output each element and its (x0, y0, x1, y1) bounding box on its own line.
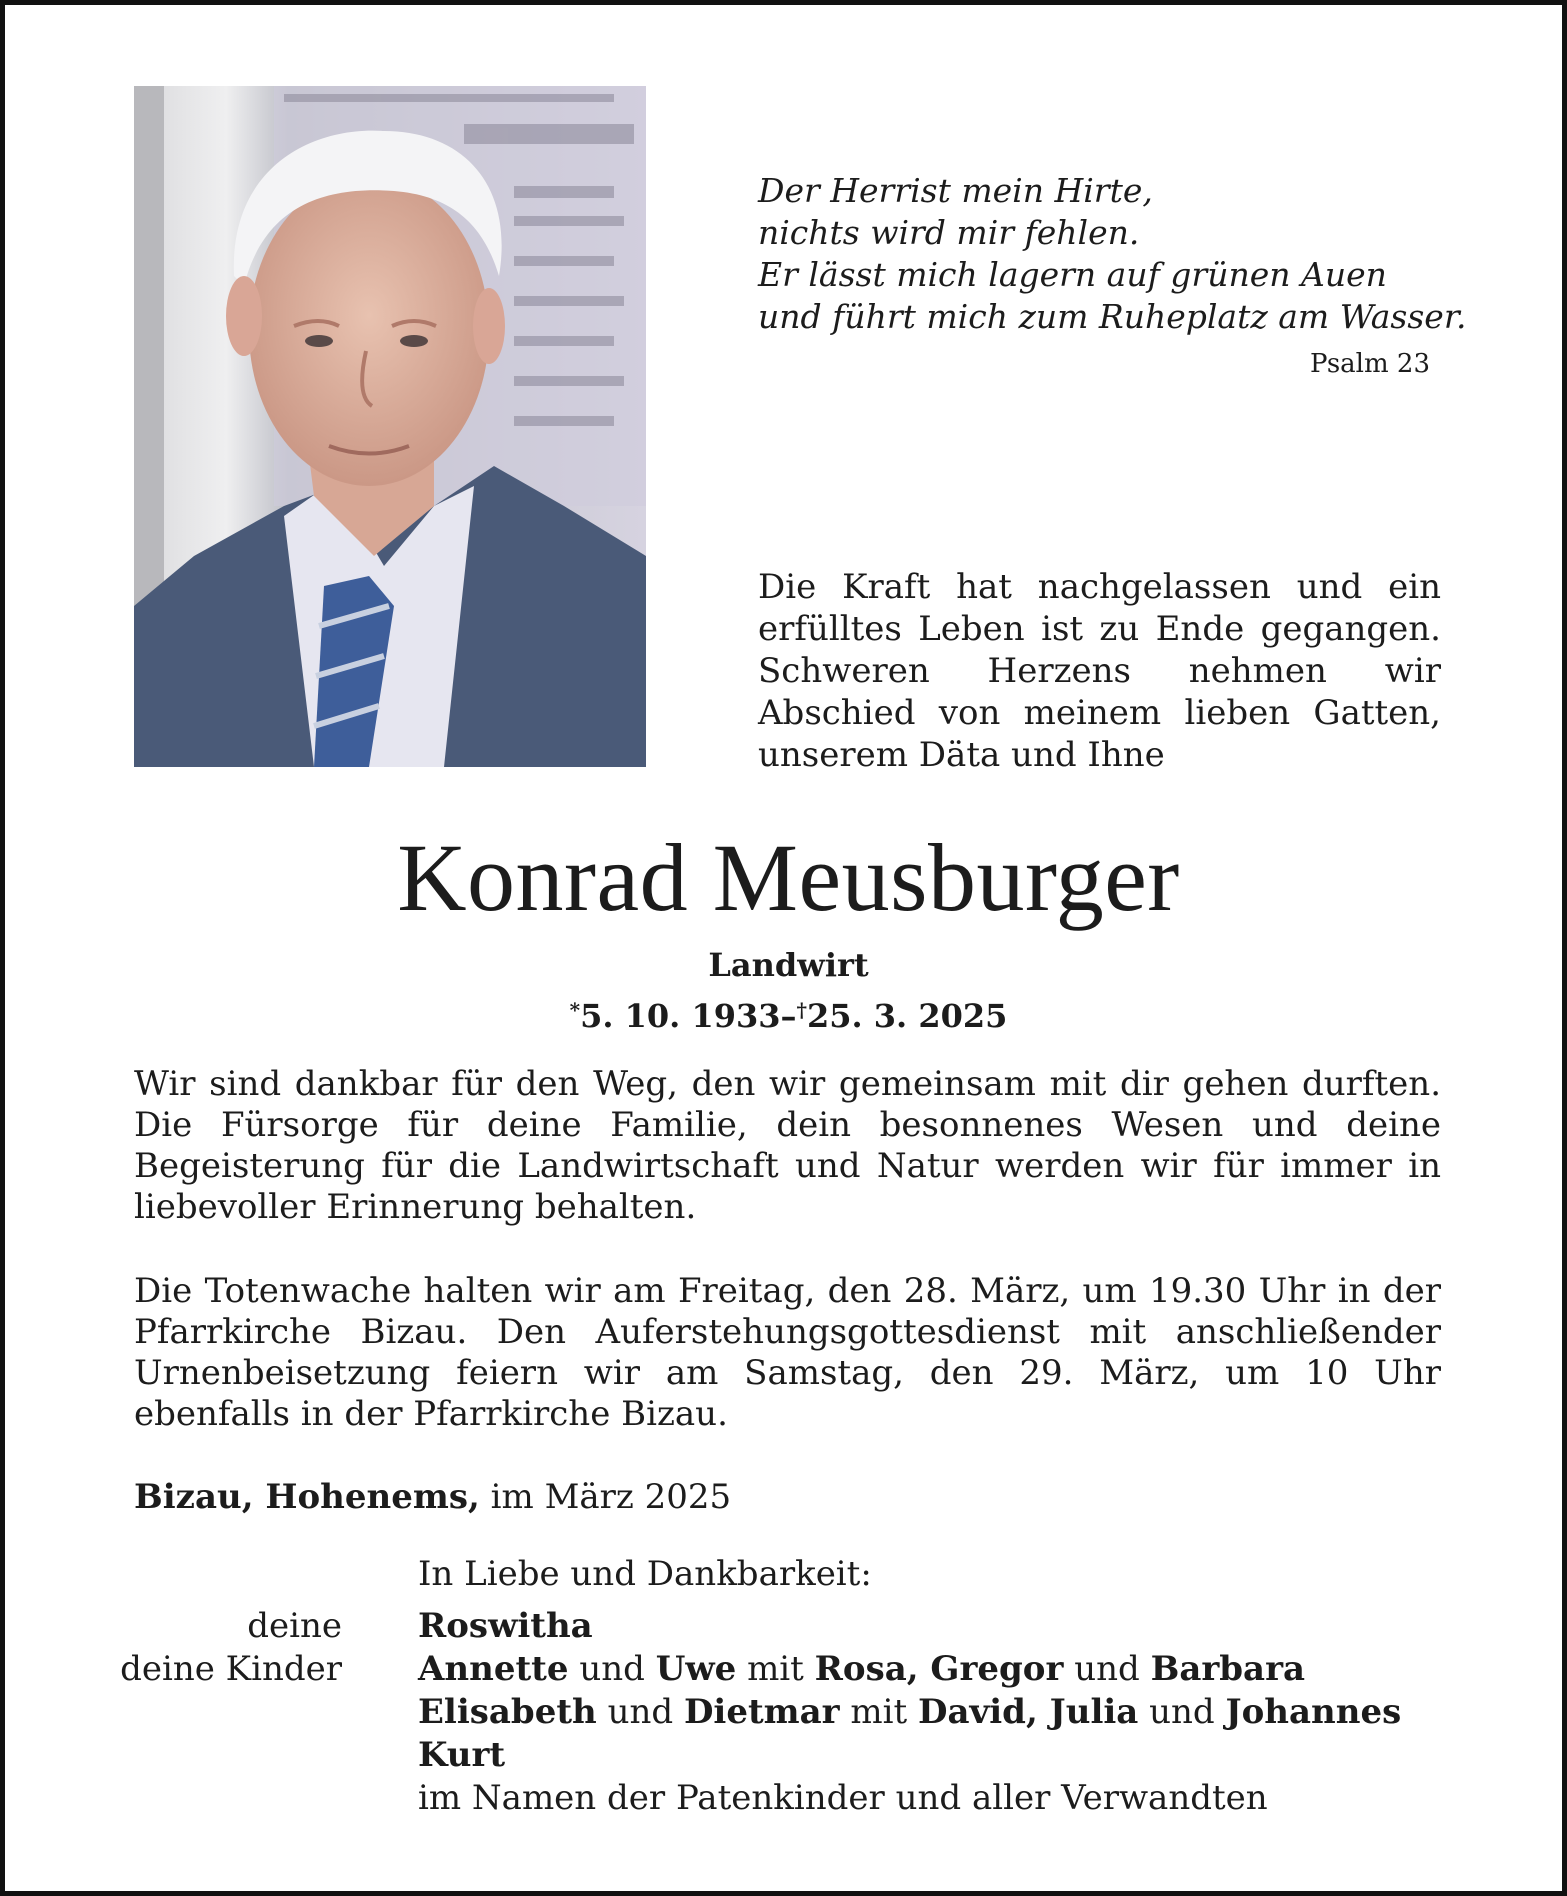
closing-line: im Namen der Patenkinder und aller Verwandten (418, 1778, 1268, 1818)
death-date: 25. 3. 2025 (806, 997, 1008, 1035)
conjunction: und (579, 1649, 645, 1689)
psalm-reference: Psalm 23 (1310, 349, 1430, 379)
date-dash: – (780, 997, 797, 1035)
family-row-wife (134, 1605, 1454, 1648)
family-name: Barbara (1150, 1649, 1306, 1689)
psalm-line: und führt mich zum Ruheplatz am Wasser. (758, 297, 1467, 336)
family-row (134, 1734, 1454, 1777)
conjunction: und (607, 1692, 674, 1732)
place-date (134, 1476, 731, 1518)
family-name: Elisabeth (418, 1692, 597, 1732)
family-name: Kurt (418, 1735, 506, 1775)
portrait-photo (134, 86, 646, 767)
family-row-children (120, 1648, 1454, 1691)
family-name: Johannes (1225, 1692, 1402, 1732)
notice-date: im März 2025 (490, 1477, 732, 1517)
family-list (120, 1605, 1454, 1820)
death-mark: † (796, 998, 807, 1022)
portrait-image (134, 86, 646, 767)
deceased-name: Konrad Meusburger (397, 824, 1180, 931)
conjunction: mit (747, 1649, 804, 1689)
family-name: Rosa, Gregor (814, 1649, 1064, 1689)
gratitude-paragraph: Wir sind dankbar für den Weg, den wir gemeinsam mit dir gehen durften. Die Fürsorge für deine Familie, dein besonnenes Wesen und deine Begeisterung für die Landwirtschaft und Natur werden wir für immer in liebevoller Erinnerung behalten. (134, 1064, 1441, 1227)
family-name: Dietmar (683, 1692, 840, 1732)
signoff: In Liebe und Dankbarkeit: (418, 1554, 872, 1594)
family-name: Annette (418, 1649, 569, 1689)
life-dates (5, 989, 1567, 1037)
psalm-line: nichts wird mir fehlen. (758, 213, 1140, 252)
psalm-line: Er lässt mich lagern auf grünen Auen (758, 255, 1387, 294)
relation-label: deine (247, 1606, 342, 1646)
birth-mark: * (569, 998, 581, 1022)
deceased-occupation: Landwirt (708, 946, 869, 984)
family-row (134, 1691, 1454, 1734)
funeral-details-paragraph: Die Totenwache halten wir am Freitag, den 28. März, um 19.30 Uhr in der Pfarrkirche Bizau. Den Auferstehungsgottesdienst mit anschließender Urnenbeisetzung feiern wir am Samstag, den 29. März, um 10 Uhr ebenfalls in der Pfarrkirche Bizau. (134, 1271, 1441, 1434)
relation-label: deine Kinder (120, 1649, 342, 1689)
family-name: Roswitha (418, 1606, 593, 1646)
psalm-line: Der Herrist mein Hirte, (758, 171, 1153, 210)
psalm-quote (758, 170, 1467, 382)
family-name: David, Julia (918, 1692, 1139, 1732)
conjunction: und (1074, 1649, 1140, 1689)
conjunction: mit (850, 1692, 908, 1732)
place-names: Bizau, Hohenems, (134, 1477, 480, 1517)
conjunction: und (1149, 1692, 1215, 1732)
birth-date: 5. 10. 1933 (580, 997, 781, 1035)
family-name: Uwe (655, 1649, 737, 1689)
family-row-closing (134, 1777, 1454, 1820)
intro-paragraph: Die Kraft hat nachgelassen und ein erfülltes Leben ist zu Ende gegangen. Schweren Herzens nehmen wir Abschied von meinem lieben Gatten, unserem Däta und Ihne (758, 567, 1441, 775)
